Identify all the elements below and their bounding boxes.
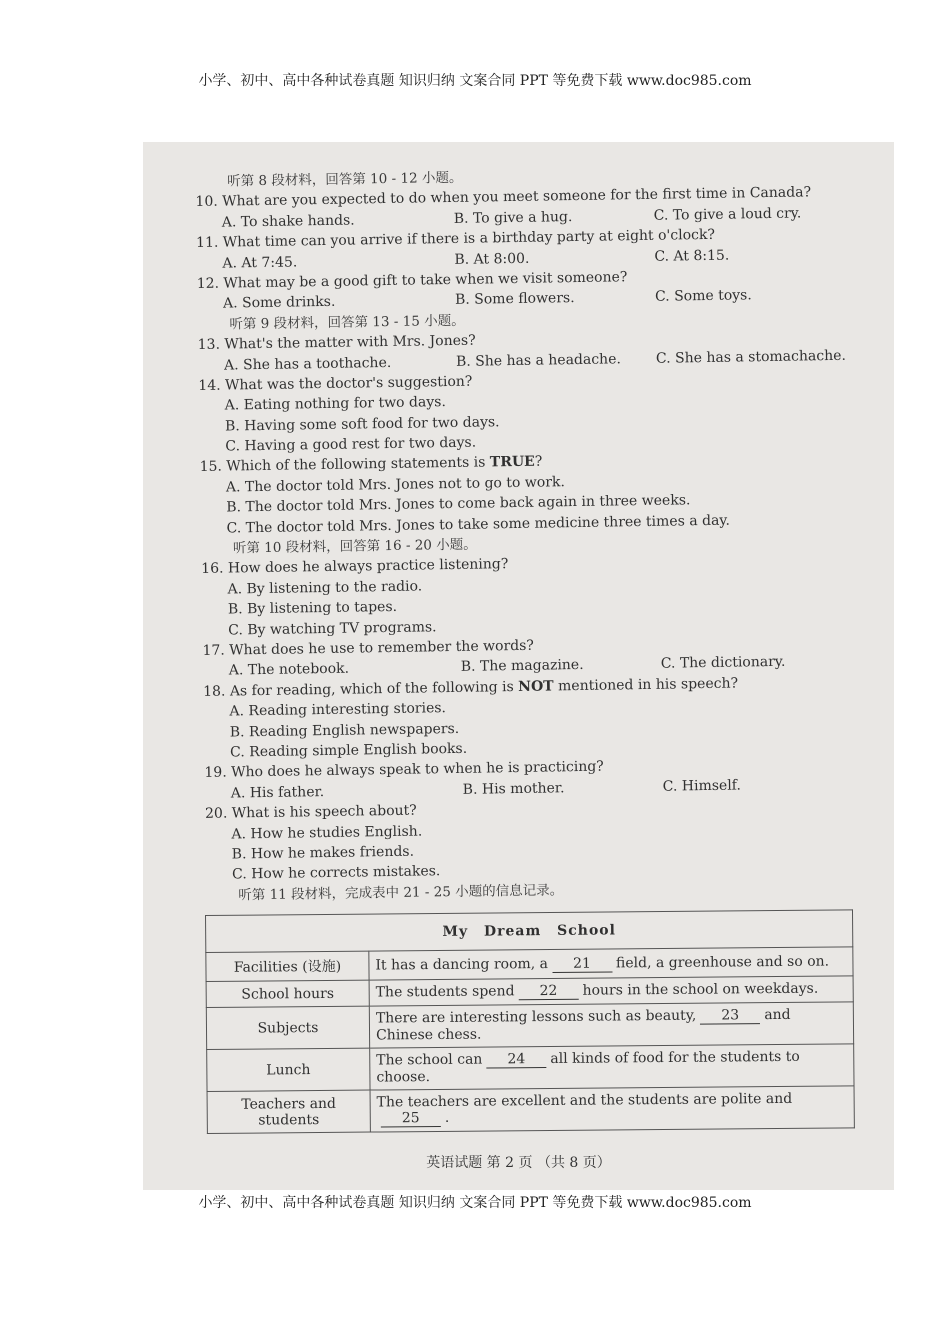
row-text: There are interesting lessons such as beauty,	[375, 1007, 697, 1027]
option-c: C. By watching TV programs.	[228, 618, 437, 639]
row-text: The students spend	[375, 983, 515, 1001]
exam-page-photo	[143, 142, 894, 1190]
row-label: Facilities (设施)	[206, 951, 369, 981]
option-b: B. His mother.	[462, 779, 565, 798]
question-14: 14. What was the doctor's suggestion?	[198, 373, 473, 394]
option-b: B. Having some soft food for two days.	[224, 413, 500, 435]
option-b: B. She has a headache.	[455, 350, 622, 370]
question-20: 20. What is his speech about?	[204, 802, 417, 823]
row-content	[369, 947, 853, 980]
question-17: 17. What does he use to remember the words?	[202, 637, 534, 659]
row-text-end: .	[444, 1109, 450, 1126]
table-row	[206, 1002, 853, 1050]
option-a: A. Some drinks.	[222, 294, 336, 312]
option-c: C. How he corrects mistakes.	[231, 863, 441, 883]
question-text: 18. As for reading, which of the following is	[203, 678, 519, 700]
question-16: 16. How does he always practice listening?	[201, 556, 509, 578]
row-content	[369, 1002, 853, 1048]
question-text: 15. Which of the following statements is	[199, 454, 490, 476]
table-title-row	[206, 910, 853, 953]
row-label: Subjects	[206, 1006, 369, 1049]
answer-blank-25: 25	[381, 1110, 441, 1128]
dream-school-table	[205, 909, 855, 1134]
option-c: C. Reading simple English books.	[229, 740, 468, 761]
option-b: B. The doctor told Mrs. Jones to come back again in three weeks.	[226, 492, 691, 516]
option-a: A. How he studies English.	[231, 823, 423, 843]
option-b: B. Some flowers.	[454, 290, 575, 309]
answer-blank-22: 22	[518, 983, 578, 1001]
page-number: 英语试题 第 2 页 （共 8 页）	[426, 1155, 611, 1171]
option-c: C. She has a stomachache.	[655, 347, 847, 367]
row-text: It has a dancing room, a	[375, 955, 549, 974]
question-text-end: mentioned in his speech?	[553, 675, 739, 695]
site-banner-top: 小学、初中、高中各种试卷真题 知识归纳 文案合同 PPT 等免费下载 www.doc985.com	[198, 73, 752, 89]
option-a: A. His father.	[230, 783, 325, 802]
answer-blank-21: 21	[552, 955, 612, 973]
option-a: A. The doctor told Mrs. Jones not to go to work.	[225, 474, 566, 496]
option-c: C. The doctor told Mrs. Jones to take some medicine three times a day.	[226, 512, 730, 537]
section-10-heading: 听第 10 段材料，回答第 16 - 20 小题。	[232, 536, 477, 557]
row-text: The teachers are excellent and the students are polite and	[376, 1090, 793, 1111]
option-a: A. The notebook.	[228, 661, 350, 679]
row-label: Teachers and students	[207, 1090, 370, 1133]
question-10: 10. What are you expected to do when you meet someone for the first time in Canada?	[195, 184, 812, 211]
option-c: C. Some toys.	[654, 287, 752, 306]
emphasis-word: TRUE	[489, 454, 535, 471]
row-text-end: hours in the school on weekdays.	[582, 980, 819, 999]
row-label: Lunch	[207, 1048, 370, 1091]
section-9-heading: 听第 9 段材料，回答第 13 - 15 小题。	[229, 312, 465, 333]
option-a: A. She has a toothache.	[223, 354, 392, 374]
option-b: B. The magazine.	[460, 657, 584, 676]
row-text-end: and Chinese chess.	[375, 1006, 791, 1044]
option-b: B. At 8:00.	[454, 250, 530, 268]
row-text-end: field, a greenhouse and so on.	[615, 953, 830, 971]
question-11: 11. What time can you arrive if there is a birthday party at eight o'clock?	[195, 227, 716, 252]
option-c: C. Himself.	[662, 777, 741, 795]
question-text-end: ?	[534, 454, 543, 471]
section-11-heading: 听第 11 段材料，完成表中 21 - 25 小题的信息记录。	[238, 881, 564, 904]
section-8-heading: 听第 8 段材料，回答第 10 - 12 小题。	[227, 169, 463, 190]
option-a: A. Eating nothing for two days.	[224, 394, 446, 414]
option-c: C. To give a loud cry.	[653, 205, 802, 224]
emphasis-word: NOT	[518, 678, 554, 695]
question-19: 19. Who does he always speak to when he is practicing?	[204, 758, 604, 782]
site-banner-bottom: 小学、初中、高中各种试卷真题 知识归纳 文案合同 PPT 等免费下载 www.doc985.com	[198, 1195, 752, 1211]
option-c: C. Having a good rest for two days.	[225, 434, 477, 455]
row-content	[370, 1086, 854, 1132]
exam-sheet	[195, 162, 856, 906]
row-text-end: all kinds of food for the students to choose.	[376, 1048, 800, 1086]
answer-blank-23: 23	[700, 1007, 760, 1025]
option-a: A. Reading interesting stories.	[229, 700, 447, 720]
row-label: School hours	[206, 980, 369, 1007]
table-row	[207, 1086, 854, 1134]
option-c: C. At 8:15.	[654, 247, 730, 265]
option-b: B. To give a hug.	[453, 208, 573, 227]
question-12: 12. What may be a good gift to take when we visit someone?	[196, 269, 628, 292]
option-c: C. The dictionary.	[660, 654, 786, 673]
option-a: A. By listening to the radio.	[227, 578, 423, 598]
answer-blank-24: 24	[486, 1051, 546, 1069]
row-content	[370, 1044, 854, 1090]
row-text: The school can	[376, 1051, 483, 1069]
table-title: My Dream School	[206, 910, 853, 953]
option-a: A. At 7:45.	[222, 253, 298, 272]
option-b: B. By listening to tapes.	[227, 599, 398, 618]
table-row	[207, 1044, 854, 1092]
question-13: 13. What's the matter with Mrs. Jones?	[197, 332, 476, 354]
option-a: A. To shake hands.	[221, 212, 355, 231]
option-b: B. Reading English newspapers.	[229, 720, 460, 741]
option-b: B. How he makes friends.	[231, 843, 415, 863]
